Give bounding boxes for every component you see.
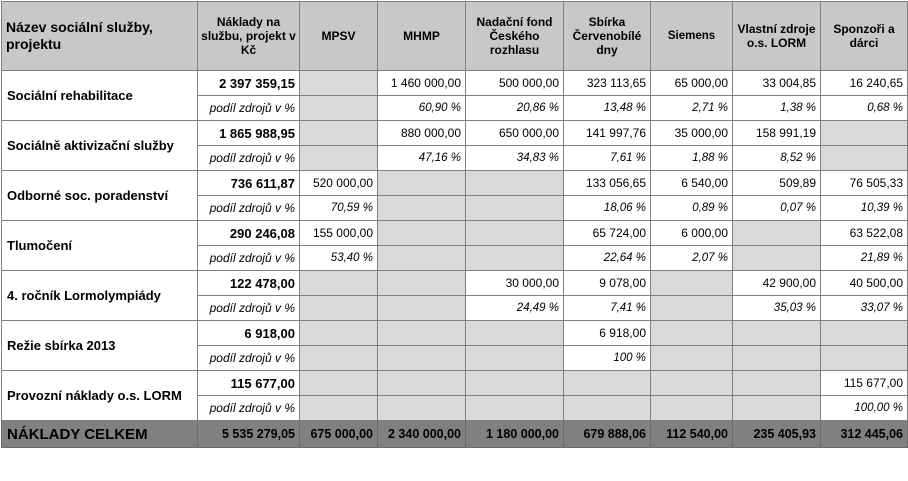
amount-sponsors [821,321,908,346]
share-own: 35,03 % [733,296,821,321]
share-label: podíl zdrojů v % [198,96,300,121]
share-mhmp [378,346,466,371]
amount-collection: 141 997,76 [564,121,651,146]
share-own [733,396,821,421]
amount-sponsors [821,121,908,146]
amount-own: 42 900,00 [733,271,821,296]
amount-own: 509,89 [733,171,821,196]
share-fund [466,246,564,271]
header-service: Název sociální služby, projektu [2,2,198,71]
share-siemens [651,296,733,321]
amount-collection: 133 056,65 [564,171,651,196]
grand-total-siemens: 112 540,00 [651,421,733,448]
amount-mpsv: 155 000,00 [300,221,378,246]
service-name: Tlumočení [2,221,198,271]
header-row [2,2,908,71]
amount-siemens: 6 000,00 [651,221,733,246]
share-collection: 18,06 % [564,196,651,221]
share-mhmp [378,246,466,271]
amount-fund: 650 000,00 [466,121,564,146]
share-fund [466,396,564,421]
share-siemens: 0,89 % [651,196,733,221]
header-mpsv: MPSV [300,2,378,71]
amount-mhmp: 880 000,00 [378,121,466,146]
amount-own [733,321,821,346]
share-collection: 22,64 % [564,246,651,271]
share-mhmp [378,296,466,321]
amount-collection: 6 918,00 [564,321,651,346]
share-siemens: 2,07 % [651,246,733,271]
service-name: Odborné soc. poradenství [2,171,198,221]
amount-fund [466,221,564,246]
amount-fund: 500 000,00 [466,71,564,96]
share-mpsv [300,96,378,121]
share-fund: 34,83 % [466,146,564,171]
share-mpsv [300,346,378,371]
amount-mpsv [300,121,378,146]
service-name: Provozní náklady o.s. LORM [2,371,198,421]
table-row [2,321,908,346]
amount-sponsors: 115 677,00 [821,371,908,396]
header-siemens: Siemens [651,2,733,71]
header-fund: Nadační fond Českého rozhlasu [466,2,564,71]
share-sponsors: 10,39 % [821,196,908,221]
service-total: 736 611,87 [198,171,300,196]
grand-total-mpsv: 675 000,00 [300,421,378,448]
share-label: podíl zdrojů v % [198,146,300,171]
amount-mpsv [300,271,378,296]
share-mhmp [378,196,466,221]
service-name: Režie sbírka 2013 [2,321,198,371]
amount-collection: 9 078,00 [564,271,651,296]
share-sponsors: 100,00 % [821,396,908,421]
grand-total-cost: 5 535 279,05 [198,421,300,448]
service-total: 122 478,00 [198,271,300,296]
share-mhmp [378,396,466,421]
header-collection: Sbírka Červenobílé dny [564,2,651,71]
amount-mhmp: 1 460 000,00 [378,71,466,96]
share-fund [466,196,564,221]
service-name: Sociálně aktivizační služby [2,121,198,171]
share-collection: 7,61 % [564,146,651,171]
amount-fund [466,321,564,346]
share-label: podíl zdrojů v % [198,396,300,421]
amount-fund: 30 000,00 [466,271,564,296]
share-mpsv [300,296,378,321]
header-sponsors: Sponzoři a dárci [821,2,908,71]
amount-siemens: 6 540,00 [651,171,733,196]
share-fund: 20,86 % [466,96,564,121]
table-row [2,71,908,96]
grand-total-fund: 1 180 000,00 [466,421,564,448]
cost-table [1,1,908,448]
amount-sponsors: 76 505,33 [821,171,908,196]
amount-mpsv: 520 000,00 [300,171,378,196]
grand-total-label: NÁKLADY CELKEM [2,421,198,448]
share-collection: 13,48 % [564,96,651,121]
grand-total-collection: 679 888,06 [564,421,651,448]
share-own [733,346,821,371]
grand-total-own: 235 405,93 [733,421,821,448]
share-label: podíl zdrojů v % [198,346,300,371]
share-mpsv [300,396,378,421]
share-label: podíl zdrojů v % [198,246,300,271]
share-collection [564,396,651,421]
table-row [2,221,908,246]
header-cost: Náklady na službu, projekt v Kč [198,2,300,71]
amount-collection [564,371,651,396]
amount-own [733,371,821,396]
table-body [2,71,908,421]
table-row [2,121,908,146]
share-siemens: 2,71 % [651,96,733,121]
share-sponsors: 33,07 % [821,296,908,321]
amount-fund [466,171,564,196]
grand-total-row [2,421,908,448]
share-own: 8,52 % [733,146,821,171]
share-fund [466,346,564,371]
share-label: podíl zdrojů v % [198,196,300,221]
amount-siemens [651,271,733,296]
share-sponsors: 21,89 % [821,246,908,271]
share-mpsv: 53,40 % [300,246,378,271]
amount-mhmp [378,221,466,246]
share-sponsors [821,346,908,371]
grand-total-mhmp: 2 340 000,00 [378,421,466,448]
share-fund: 24,49 % [466,296,564,321]
amount-sponsors: 40 500,00 [821,271,908,296]
amount-mpsv [300,321,378,346]
share-collection: 7,41 % [564,296,651,321]
share-own: 1,38 % [733,96,821,121]
share-mhmp: 47,16 % [378,146,466,171]
share-collection: 100 % [564,346,651,371]
header-mhmp: MHMP [378,2,466,71]
service-total: 2 397 359,15 [198,71,300,96]
amount-mhmp [378,371,466,396]
amount-mpsv [300,371,378,396]
amount-siemens [651,371,733,396]
share-own: 0,07 % [733,196,821,221]
amount-fund [466,371,564,396]
table-row [2,171,908,196]
share-siemens [651,346,733,371]
grand-total-sponsors: 312 445,06 [821,421,908,448]
amount-own [733,221,821,246]
amount-mhmp [378,171,466,196]
service-total: 6 918,00 [198,321,300,346]
share-mpsv [300,146,378,171]
share-own [733,246,821,271]
share-sponsors [821,146,908,171]
table-row [2,271,908,296]
share-label: podíl zdrojů v % [198,296,300,321]
amount-sponsors: 63 522,08 [821,221,908,246]
share-mpsv: 70,59 % [300,196,378,221]
amount-siemens [651,321,733,346]
header-own: Vlastní zdroje o.s. LORM [733,2,821,71]
share-siemens: 1,88 % [651,146,733,171]
amount-siemens: 35 000,00 [651,121,733,146]
service-name: 4. ročník Lormolympiády [2,271,198,321]
amount-own: 158 991,19 [733,121,821,146]
amount-sponsors: 16 240,65 [821,71,908,96]
amount-collection: 323 113,65 [564,71,651,96]
table-row [2,371,908,396]
share-sponsors: 0,68 % [821,96,908,121]
amount-mhmp [378,271,466,296]
amount-mhmp [378,321,466,346]
service-total: 1 865 988,95 [198,121,300,146]
amount-mpsv [300,71,378,96]
share-siemens [651,396,733,421]
service-total: 115 677,00 [198,371,300,396]
service-name: Sociální rehabilitace [2,71,198,121]
share-mhmp: 60,90 % [378,96,466,121]
service-total: 290 246,08 [198,221,300,246]
amount-own: 33 004,85 [733,71,821,96]
amount-collection: 65 724,00 [564,221,651,246]
amount-siemens: 65 000,00 [651,71,733,96]
